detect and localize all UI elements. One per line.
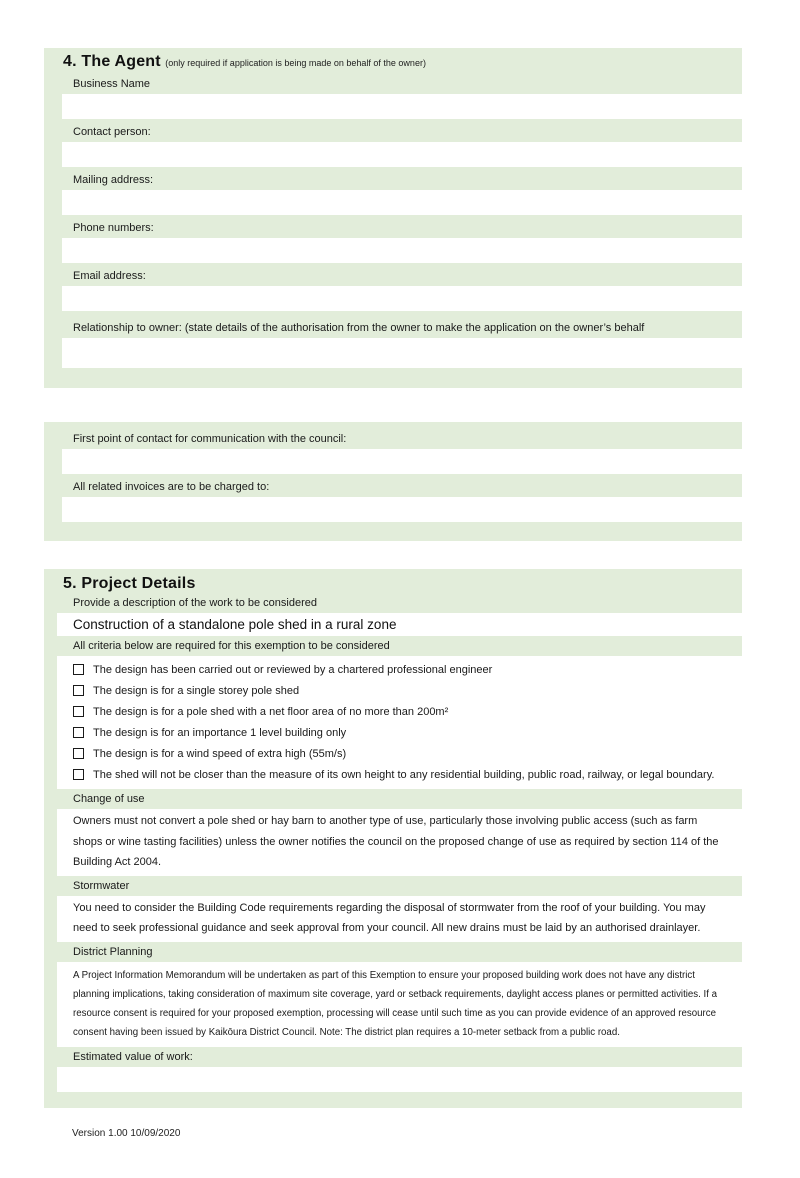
email-address-label: Email address:: [73, 270, 146, 282]
phone-numbers-input[interactable]: [62, 238, 742, 263]
criterion-row: [73, 747, 733, 761]
form-page: [0, 48, 800, 1178]
criterion-row: [73, 726, 733, 740]
work-description-label: Provide a description of the work to be considered: [73, 597, 317, 609]
field-first-point-of-contact: [49, 430, 737, 474]
phone-numbers-label: Phone numbers:: [73, 222, 154, 234]
field-contact-person: [49, 123, 737, 167]
agent-section-title-note: (only required if application is being made on behalf of the owner): [165, 58, 426, 68]
estimated-value-label: Estimated value of work:: [73, 1050, 193, 1063]
project-section-header: [49, 575, 737, 593]
field-invoices-charged-to: [49, 478, 737, 522]
stormwater-heading: Stormwater: [73, 879, 130, 892]
agent-section-panel: [44, 48, 742, 388]
criterion-row: [73, 684, 733, 698]
contact-person-input[interactable]: [62, 142, 742, 167]
business-name-label: Business Name: [73, 78, 151, 90]
field-phone-numbers: [49, 219, 737, 263]
estimated-value-input[interactable]: [57, 1067, 743, 1092]
criterion-text: The design is for a pole shed with a net floor area of no more than 200m²: [93, 706, 449, 718]
project-details-panel: [44, 569, 742, 1108]
invoices-charged-to-input[interactable]: [62, 497, 742, 522]
agent-section-title: 4. The Agent: [63, 53, 161, 70]
criterion-checkbox-single-storey[interactable]: [73, 685, 84, 696]
field-mailing-address: [49, 171, 737, 215]
version-footer: Version 1.00 10/09/2020: [72, 1127, 181, 1139]
criterion-checkbox-importance-level[interactable]: [73, 727, 84, 738]
criterion-text: The design is for an importance 1 level building only: [93, 727, 347, 739]
criterion-checkbox-floor-area[interactable]: [73, 706, 84, 717]
agent-section-header: [49, 53, 737, 71]
field-email-address: [49, 267, 737, 311]
criterion-checkbox-setback[interactable]: [73, 769, 84, 780]
criterion-row: [73, 705, 733, 719]
business-name-input[interactable]: [62, 94, 742, 119]
criterion-text: The design has been carried out or reviewed by a chartered professional engineer: [93, 664, 493, 676]
email-address-input[interactable]: [62, 286, 742, 311]
work-description-input[interactable]: Construction of a standalone pole shed in a rural zone: [57, 613, 743, 636]
criterion-checkbox-wind-speed[interactable]: [73, 748, 84, 759]
relationship-to-owner-input[interactable]: [62, 338, 742, 368]
criterion-row: [73, 768, 733, 782]
criterion-checkbox-engineer[interactable]: [73, 664, 84, 675]
district-planning-body: A Project Information Memorandum will be undertaken as part of this Exemption to ensure your proposed building work does not have any district planning implications, taking consideration of maximum site coverage, yard or setback requirements, daylight access planes or permitted activities. If a resource consent is required for your proposed exemption, processing will cease until such time as you can provide evidence of an approved resource consent having been issued by Kaikōura District Council. Note: The district plan requires a 10-meter setback from a public road.: [57, 962, 743, 1047]
invoices-charged-to-label: All related invoices are to be charged to:: [73, 481, 270, 493]
criterion-text: The shed will not be closer than the measure of its own height to any residential building, public road, railway, or legal boundary.: [93, 769, 715, 781]
criterion-text: The design is for a wind speed of extra high (55m/s): [93, 748, 347, 760]
contact-section-panel: [44, 422, 742, 541]
field-business-name: [49, 75, 737, 119]
field-relationship-to-owner: [49, 319, 737, 368]
change-of-use-body: Owners must not convert a pole shed or hay barn to another type of use, particularly those involving public access (such as farm shops or wine tasting facilities) unless the owner notifies the council on the proposed change of use as required by section 114 of the Building Act 2004.: [57, 809, 743, 876]
criterion-row: [73, 663, 733, 677]
first-point-of-contact-input[interactable]: [62, 449, 742, 474]
criteria-list: [57, 656, 743, 789]
criterion-text: The design is for a single storey pole shed: [93, 685, 300, 697]
contact-person-label: Contact person:: [73, 126, 151, 138]
relationship-to-owner-label: Relationship to owner: (state details of the authorisation from the owner to make the application on the owner’s behalf: [73, 322, 645, 334]
district-planning-heading: District Planning: [73, 945, 153, 958]
criteria-label: All criteria below are required for this exemption to be considered: [73, 640, 390, 652]
mailing-address-label: Mailing address:: [73, 174, 154, 186]
stormwater-body: You need to consider the Building Code requirements regarding the disposal of stormwater from the roof of your building. You may need to seek professional guidance and seek approval from your council. All new drains must be laid by an authorised drainlayer.: [57, 896, 743, 942]
project-section-title: 5. Project Details: [63, 575, 196, 592]
first-point-of-contact-label: First point of contact for communication with the council:: [73, 433, 347, 445]
change-of-use-heading: Change of use: [73, 793, 145, 805]
mailing-address-input[interactable]: [62, 190, 742, 215]
